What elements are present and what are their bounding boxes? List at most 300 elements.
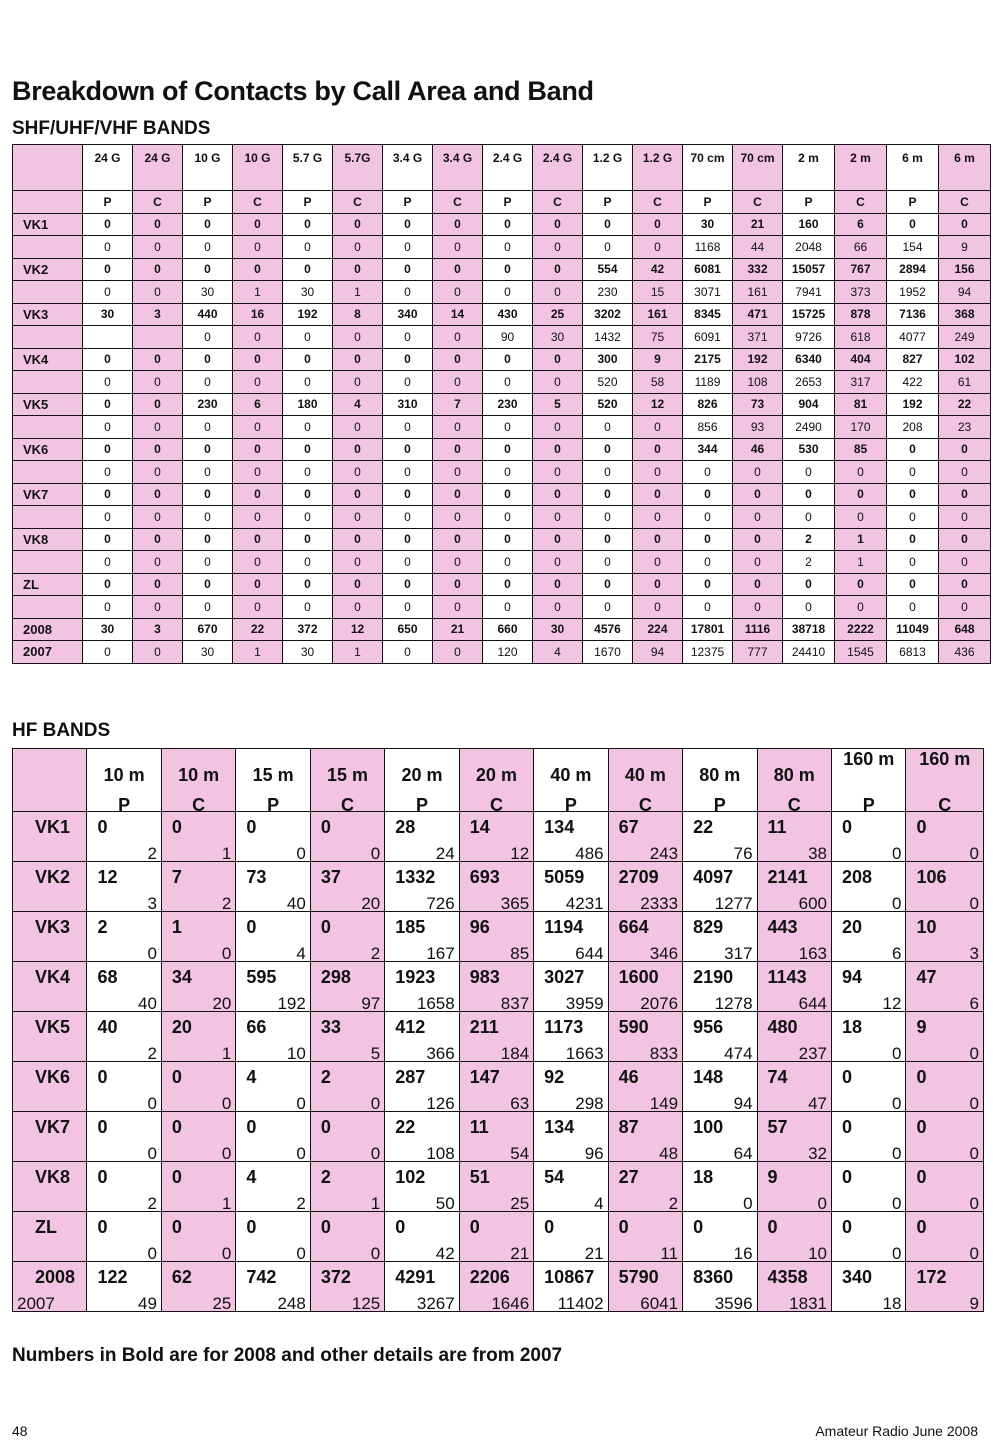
value-2008: 34 <box>171 967 192 987</box>
table-cell: 224 <box>633 618 683 641</box>
table-cell <box>310 1262 384 1312</box>
value-2007: 1646 <box>491 1294 530 1312</box>
table-cell <box>608 1212 682 1262</box>
value-2008: 4097 <box>693 867 734 887</box>
table-cell <box>608 1012 682 1062</box>
table-cell: 2490 <box>783 416 835 439</box>
value-2008: 0 <box>469 1217 480 1237</box>
table-cell <box>757 1012 831 1062</box>
table-cell: 81 <box>835 393 887 416</box>
table-cell <box>161 962 235 1012</box>
value-2008: 0 <box>916 817 927 837</box>
table-cell: 0 <box>383 596 433 619</box>
table-cell: 0 <box>533 596 583 619</box>
shf-pc-header: P <box>383 191 433 214</box>
table-cell <box>236 1262 310 1312</box>
shf-pc-header: C <box>835 191 887 214</box>
value-2008: 37 <box>320 867 341 887</box>
value-2008: 20 <box>171 1017 192 1037</box>
value-2007: 0 <box>221 944 232 962</box>
value-2007: 0 <box>891 1094 902 1112</box>
table-cell: 826 <box>683 393 733 416</box>
table-cell: 440 <box>183 303 233 326</box>
value-2008: 340 <box>841 1267 873 1287</box>
table-cell: 0 <box>283 596 333 619</box>
value-2008: 2206 <box>469 1267 510 1287</box>
table-cell <box>534 912 608 962</box>
shf-uhf-vhf-table <box>12 144 991 664</box>
value-2008: 742 <box>246 1267 277 1287</box>
table-cell: 3 <box>133 303 183 326</box>
value-2008: 22 <box>395 1117 416 1137</box>
table-cell: 2 <box>783 551 835 574</box>
table-cell <box>683 1212 757 1262</box>
table-cell: 0 <box>83 236 133 259</box>
value-2008: 11 <box>469 1117 489 1137</box>
value-2008: 87 <box>618 1117 639 1137</box>
value-2007: 243 <box>649 844 679 862</box>
value-2008: 66 <box>246 1017 267 1037</box>
table-cell <box>534 1262 608 1312</box>
shf-band-header: 6 m <box>939 145 991 191</box>
table-cell: 0 <box>233 371 283 394</box>
value-2007: 94 <box>733 1094 753 1112</box>
table-cell: 42 <box>633 258 683 281</box>
table-cell: 5 <box>533 393 583 416</box>
table-row <box>13 551 991 574</box>
value-2007: 644 <box>798 994 827 1012</box>
table-cell: 0 <box>835 573 887 596</box>
shf-band-header: 70 cm <box>683 145 733 191</box>
shf-band-header: 24 G <box>133 145 183 191</box>
value-2007: 20 <box>361 894 381 912</box>
table-cell <box>459 912 533 962</box>
table-row <box>13 303 991 326</box>
value-2008: 0 <box>841 1117 852 1137</box>
table-cell: 0 <box>333 528 383 551</box>
value-2008: 1143 <box>767 967 807 987</box>
table-cell: 0 <box>433 213 483 236</box>
table-cell: 520 <box>583 393 633 416</box>
table-cell: 0 <box>483 438 533 461</box>
value-2008: 22 <box>693 817 714 837</box>
value-2008: 33 <box>320 1017 341 1037</box>
row-label-cell <box>13 912 87 962</box>
table-cell: 856 <box>683 416 733 439</box>
table-cell: 0 <box>683 596 733 619</box>
table-cell: 11049 <box>887 618 939 641</box>
row-label: VK2 <box>35 867 71 887</box>
table-cell <box>831 1162 905 1212</box>
table-cell: 230 <box>183 393 233 416</box>
table-cell: 0 <box>835 506 887 529</box>
shf-pc-header: P <box>483 191 533 214</box>
table-cell: 16 <box>233 303 283 326</box>
value-2007: 0 <box>969 1144 979 1162</box>
value-2007: 0 <box>969 1094 979 1112</box>
table-cell <box>87 1212 161 1262</box>
table-cell: 0 <box>183 213 233 236</box>
table-cell: 0 <box>333 236 383 259</box>
table-cell: 0 <box>133 528 183 551</box>
shf-pc-header: C <box>433 191 483 214</box>
value-2008: 1600 <box>618 967 659 987</box>
table-cell: 0 <box>533 528 583 551</box>
value-2007: 0 <box>221 1144 232 1162</box>
value-2007: 1 <box>221 1044 232 1062</box>
table-cell <box>236 962 310 1012</box>
table-cell: 0 <box>939 506 991 529</box>
table-cell: 0 <box>333 371 383 394</box>
table-cell: 0 <box>383 551 433 574</box>
table-cell: 0 <box>133 596 183 619</box>
table-cell <box>236 862 310 912</box>
table-cell: 0 <box>633 551 683 574</box>
table-cell: 0 <box>583 213 633 236</box>
value-2008: 664 <box>618 917 649 937</box>
table-cell <box>385 862 459 912</box>
value-2007: 76 <box>733 844 753 862</box>
value-2007: 32 <box>808 1144 827 1162</box>
table-cell: 0 <box>83 596 133 619</box>
table-cell: 648 <box>939 618 991 641</box>
hf-pc-label: C <box>341 795 355 812</box>
table-cell: 0 <box>333 213 383 236</box>
table-cell <box>757 1262 831 1312</box>
row-label-cell <box>13 1262 87 1312</box>
hf-band-label: 80 m <box>773 765 815 785</box>
row-label: VK2 <box>13 258 83 281</box>
value-2007: 184 <box>500 1044 530 1062</box>
shf-pc-header: C <box>939 191 991 214</box>
value-2008: 102 <box>395 1167 426 1187</box>
table-cell: 0 <box>483 551 533 574</box>
shf-band-header: 6 m <box>887 145 939 191</box>
table-cell <box>906 912 984 962</box>
value-2007: 0 <box>891 1194 902 1212</box>
table-cell: 0 <box>483 213 533 236</box>
value-2007: 2 <box>668 1194 679 1212</box>
table-cell <box>459 1012 533 1062</box>
table-cell: 3 <box>133 618 183 641</box>
value-2007: 48 <box>659 1144 679 1162</box>
shf-pc-header: C <box>233 191 283 214</box>
table-cell: 0 <box>633 236 683 259</box>
table-cell: 0 <box>433 371 483 394</box>
table-cell: 0 <box>283 326 333 349</box>
hf-band-header <box>310 749 384 812</box>
shf-corner-cell <box>13 145 83 191</box>
table-row <box>13 1212 984 1262</box>
table-cell: 4077 <box>887 326 939 349</box>
table-cell: 0 <box>533 213 583 236</box>
value-2008: 27 <box>618 1167 639 1187</box>
value-2007: 25 <box>212 1294 232 1312</box>
table-cell: 0 <box>733 596 783 619</box>
row-label-cell <box>13 1112 87 1162</box>
value-2008: 412 <box>395 1017 426 1037</box>
value-2007: 0 <box>969 844 979 862</box>
value-2007: 163 <box>798 944 827 962</box>
value-2007: 0 <box>370 844 381 862</box>
table-cell <box>459 1162 533 1212</box>
table-cell: 471 <box>733 303 783 326</box>
value-2008: 211 <box>469 1017 499 1037</box>
value-2007: 0 <box>891 1044 902 1062</box>
table-cell: 23 <box>939 416 991 439</box>
table-cell <box>459 1062 533 1112</box>
value-2007: 365 <box>500 894 530 912</box>
table-cell: 24410 <box>783 641 835 664</box>
table-cell: 0 <box>233 438 283 461</box>
value-2007: 0 <box>743 1194 753 1212</box>
table-cell: 0 <box>633 438 683 461</box>
table-row <box>13 461 991 484</box>
value-2007: 96 <box>584 1144 604 1162</box>
value-2008: 0 <box>916 1217 927 1237</box>
table-cell: 15057 <box>783 258 835 281</box>
value-2008: 298 <box>320 967 351 987</box>
table-cell <box>87 1262 161 1312</box>
value-2007: 0 <box>147 1094 157 1112</box>
value-2007: 192 <box>277 994 306 1012</box>
table-cell: 230 <box>583 281 633 304</box>
table-cell: 0 <box>283 348 333 371</box>
row-label: VK5 <box>35 1017 71 1037</box>
value-2007: 0 <box>147 944 157 962</box>
table-cell: 344 <box>683 438 733 461</box>
table-cell: 30 <box>533 326 583 349</box>
value-2008: 0 <box>320 817 331 837</box>
table-cell <box>385 962 459 1012</box>
value-2007: 1663 <box>565 1044 604 1062</box>
table-cell: 0 <box>283 506 333 529</box>
shf-pc-header: C <box>133 191 183 214</box>
value-2007: 3 <box>969 944 979 962</box>
table-cell <box>385 1212 459 1262</box>
table-cell: 0 <box>233 416 283 439</box>
table-cell: 0 <box>887 483 939 506</box>
table-cell: 0 <box>939 596 991 619</box>
table-cell: 0 <box>383 258 433 281</box>
value-2008: 0 <box>320 1117 331 1137</box>
value-2007: 3267 <box>416 1294 455 1312</box>
table-cell: 0 <box>183 348 233 371</box>
value-2008: 51 <box>469 1167 490 1187</box>
value-2007: 2 <box>370 944 381 962</box>
table-cell: 0 <box>433 236 483 259</box>
table-cell: 94 <box>633 641 683 664</box>
value-2008: 1194 <box>544 917 584 937</box>
row-label: VK1 <box>13 213 83 236</box>
table-cell <box>236 1162 310 1212</box>
value-2008: 829 <box>693 917 724 937</box>
table-cell: 0 <box>333 461 383 484</box>
shf-band-header: 3.4 G <box>433 145 483 191</box>
table-cell <box>459 1212 533 1262</box>
table-cell <box>236 1062 310 1112</box>
table-cell: 0 <box>533 258 583 281</box>
table-cell: 0 <box>133 641 183 664</box>
shf-band-header: 10 G <box>183 145 233 191</box>
value-2007: 0 <box>370 1094 381 1112</box>
table-cell: 0 <box>433 483 483 506</box>
table-cell: 9726 <box>783 326 835 349</box>
table-cell: 1952 <box>887 281 939 304</box>
table-cell: 0 <box>533 236 583 259</box>
table-cell: 161 <box>633 303 683 326</box>
table-cell <box>608 1262 682 1312</box>
table-cell: 0 <box>283 371 333 394</box>
shf-pc-header: P <box>783 191 835 214</box>
value-2008: 0 <box>841 1067 852 1087</box>
value-2007: 1831 <box>789 1294 827 1312</box>
value-2007: 366 <box>426 1044 455 1062</box>
row-label: 2008 <box>13 618 83 641</box>
value-2007: 40 <box>286 894 306 912</box>
table-cell: 0 <box>939 438 991 461</box>
table-cell: 530 <box>783 438 835 461</box>
row-label <box>13 371 83 394</box>
table-cell: 0 <box>633 213 683 236</box>
value-2007: 0 <box>969 894 979 912</box>
table-cell: 0 <box>133 348 183 371</box>
value-2008: 148 <box>693 1067 724 1087</box>
value-2008: 0 <box>171 1117 182 1137</box>
table-cell: 1432 <box>583 326 633 349</box>
value-2008: 0 <box>395 1217 406 1237</box>
table-cell: 94 <box>939 281 991 304</box>
value-2008: 134 <box>544 1117 575 1137</box>
table-row <box>13 281 991 304</box>
hf-bands-table <box>12 748 984 1312</box>
row-label <box>13 506 83 529</box>
table-cell: 7941 <box>783 281 835 304</box>
table-cell <box>683 962 757 1012</box>
hf-band-label: 160 m <box>919 749 971 769</box>
value-2008: 106 <box>916 867 947 887</box>
value-2007: 167 <box>426 944 455 962</box>
value-2008: 2190 <box>693 967 734 987</box>
value-2007: 0 <box>147 1144 157 1162</box>
table-cell <box>236 1112 310 1162</box>
table-cell: 73 <box>733 393 783 416</box>
table-cell: 0 <box>733 483 783 506</box>
table-cell <box>831 1212 905 1262</box>
table-cell: 156 <box>939 258 991 281</box>
table-cell: 8 <box>333 303 383 326</box>
table-cell: 317 <box>835 371 887 394</box>
value-2008: 7 <box>171 867 182 887</box>
table-cell <box>534 862 608 912</box>
table-cell: 0 <box>483 348 533 371</box>
table-cell: 1 <box>333 281 383 304</box>
table-cell <box>385 1162 459 1212</box>
table-cell: 0 <box>183 416 233 439</box>
value-2007: 21 <box>584 1244 604 1262</box>
table-cell: 120 <box>483 641 533 664</box>
table-cell: 0 <box>283 236 333 259</box>
table-cell <box>608 812 682 862</box>
hf-band-header <box>459 749 533 812</box>
table-cell: 430 <box>483 303 533 326</box>
table-cell <box>683 1112 757 1162</box>
shf-pc-header: C <box>533 191 583 214</box>
table-cell <box>385 1262 459 1312</box>
table-cell: 30 <box>533 618 583 641</box>
table-cell: 0 <box>333 348 383 371</box>
table-cell: 0 <box>83 281 133 304</box>
table-cell: 0 <box>633 596 683 619</box>
value-2007: 644 <box>575 944 604 962</box>
value-2008: 0 <box>841 1217 852 1237</box>
table-cell: 12 <box>633 393 683 416</box>
hf-pc-label: P <box>713 795 726 812</box>
shf-pc-header: P <box>183 191 233 214</box>
value-2008: 18 <box>693 1167 714 1187</box>
value-2008: 480 <box>767 1017 798 1037</box>
table-cell: 0 <box>783 596 835 619</box>
table-cell: 8345 <box>683 303 733 326</box>
table-cell: 0 <box>433 528 483 551</box>
shf-band-header: 2.4 G <box>483 145 533 191</box>
value-2007: 317 <box>724 944 753 962</box>
table-cell: 0 <box>483 596 533 619</box>
table-cell: 0 <box>939 573 991 596</box>
table-cell: 0 <box>683 506 733 529</box>
table-cell: 0 <box>183 371 233 394</box>
table-cell <box>310 1062 384 1112</box>
table-cell: 192 <box>283 303 333 326</box>
table-cell <box>683 862 757 912</box>
table-cell <box>87 1162 161 1212</box>
value-2007: 1 <box>370 1194 381 1212</box>
table-cell: 0 <box>233 326 283 349</box>
value-2008: 185 <box>395 917 426 937</box>
table-row <box>13 641 991 664</box>
value-2008: 0 <box>171 1067 182 1087</box>
table-cell <box>310 1162 384 1212</box>
hf-pc-label: P <box>118 795 131 812</box>
hf-band-header <box>683 749 757 812</box>
value-2008: 74 <box>767 1067 788 1087</box>
table-cell: 0 <box>83 573 133 596</box>
table-cell: 0 <box>283 438 333 461</box>
value-2007: 16 <box>733 1244 753 1262</box>
table-cell <box>385 812 459 862</box>
table-cell: 0 <box>383 326 433 349</box>
table-cell <box>534 1012 608 1062</box>
table-cell <box>161 1162 235 1212</box>
table-cell <box>161 812 235 862</box>
table-cell <box>831 912 905 962</box>
table-cell: 777 <box>733 641 783 664</box>
table-cell: 0 <box>433 416 483 439</box>
table-cell: 0 <box>583 596 633 619</box>
table-cell <box>608 1162 682 1212</box>
value-2008: 10867 <box>544 1267 595 1287</box>
table-cell: 0 <box>939 528 991 551</box>
value-2008: 1332 <box>395 867 436 887</box>
table-cell: 404 <box>835 348 887 371</box>
table-cell <box>310 1212 384 1262</box>
table-cell <box>906 812 984 862</box>
table-cell: 2175 <box>683 348 733 371</box>
table-cell: 0 <box>83 371 133 394</box>
table-cell: 0 <box>887 506 939 529</box>
shf-pc-header: P <box>683 191 733 214</box>
table-cell: 371 <box>733 326 783 349</box>
